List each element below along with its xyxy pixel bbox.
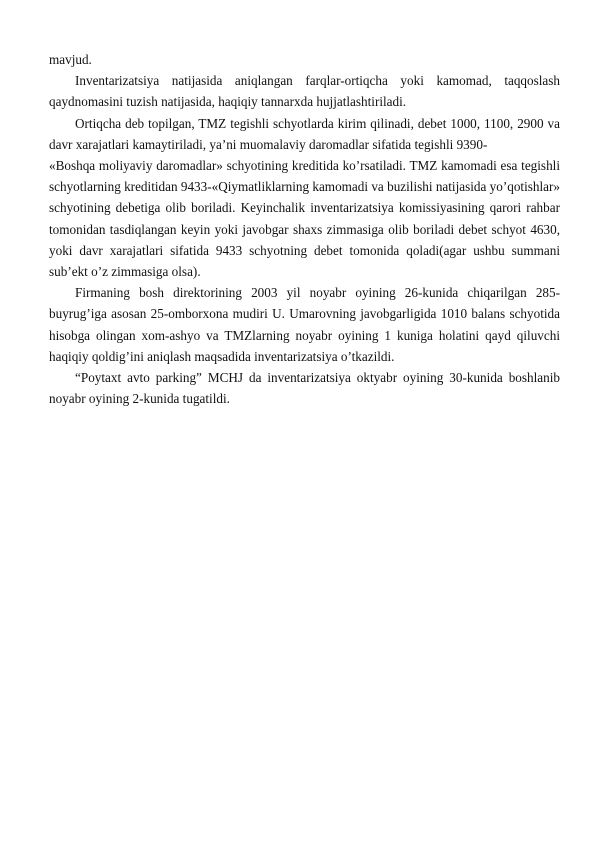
paragraph-order: Firmaning bosh direktorining 2003 yil noyabr oyining 26-kunida chiqarilgan 285-buyrug’iga asosan 25-omborxona mudiri U. Umarovning javobgarligida 1010 balans schyotida hisobga olingan xom-ashyo va TMZlarning noyabr oyining 1 kuniga holatini qayd qiluvchi haqiqiy qoldig’ini aniqlash maqsadida inventarizatsiya o’tkazildi. bbox=[49, 285, 560, 364]
paragraph-shortage: «Boshqa moliyaviy daromadlar» schyotining kreditida ko’rsatiladi. TMZ kamomadi esa tegishli schyotlarning kreditidan 9433-«Qiymatliklarning kamomadi va buzilishi natijasida yo’qotishlar» schyotining debetiga olib boriladi. Keyinchalik inventarizatsiya komissiyasining qarori rahbar tomonidan tasdiqlangan keyin yoki javobgar shaxs zimmasiga olib boriladi debet schyot 4630, yoki davr xarajatlari sifatida 9433 schyotning debet tomonida qoladi(agar ushbu summani sub’ekt o’z zimmasiga olsa). bbox=[49, 158, 560, 280]
paragraph-dates: “Poytaxt avto parking” MCHJ da inventarizatsiya oktyabr oyining 30-kunida boshlanib noyabr oyining 2-kunida tugatildi. bbox=[49, 370, 560, 407]
paragraph-discrepancies: Inventarizatsiya natijasida aniqlangan farqlar-ortiqcha yoki kamomad, taqqoslash qaydnomasini tuzish natijasida, haqiqiy tannarxda hujjatlashtiriladi. bbox=[49, 73, 560, 110]
paragraph-continuation: mavjud. bbox=[49, 52, 92, 67]
paragraph-surplus: Ortiqcha deb topilgan, TMZ tegishli schyotlarda kirim qilinadi, debet 1000, 1100, 2900 va davr xarajatlari kamaytiriladi, ya’ni muomalaviy daromadlar sifatida tegishli 9390- bbox=[49, 115, 560, 152]
document-page bbox=[49, 49, 560, 409]
